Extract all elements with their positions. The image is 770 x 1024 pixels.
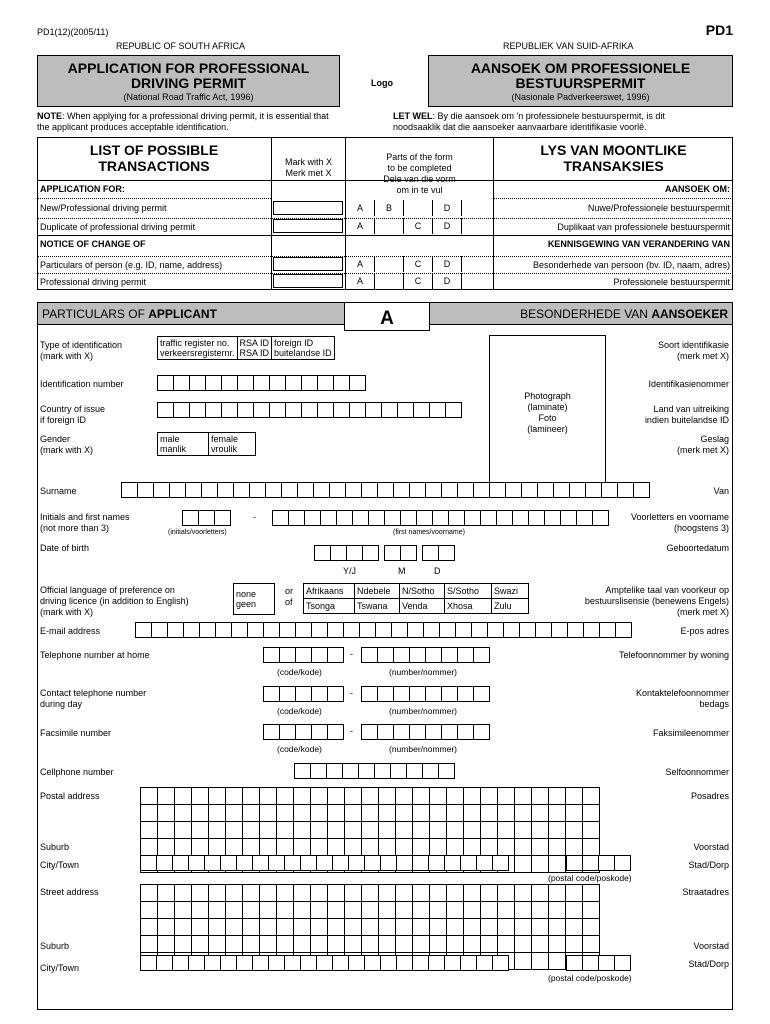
letwel-label: LET WEL (393, 111, 433, 121)
dash: - (350, 726, 353, 736)
part-blank (461, 218, 493, 234)
gender-en-2: (mark with X) (40, 445, 94, 455)
fax-code-field[interactable] (263, 724, 343, 740)
form-id: PD1 (705, 22, 733, 38)
photo-4: (lamineer) (527, 424, 568, 434)
parts-cells (345, 256, 493, 272)
dob-y: Y/J (343, 566, 357, 576)
lang-or (285, 586, 293, 608)
none-1: none (236, 589, 257, 599)
note-text-1: : When applying for a professional driving permit, it is essential that (62, 111, 329, 121)
lang-label-af (585, 585, 729, 618)
country-label-en (40, 404, 105, 426)
dash: - (350, 649, 353, 659)
cell-label-af: Selfoonnommer (665, 767, 729, 777)
note-af (393, 111, 733, 133)
id-number-field[interactable] (157, 375, 365, 391)
note-en (37, 111, 382, 133)
id-option-foreign[interactable] (272, 337, 335, 360)
lang-en-2: driving licence (in addition to English) (40, 596, 189, 606)
number-caption: (number/nommer) (389, 706, 458, 716)
lang-af-2: bestuurslisensie (benewens Engels) (584, 596, 729, 606)
male-2: manlik (160, 444, 187, 454)
transactions-title-af-1: LYS VAN MOONTLIKE (540, 142, 687, 158)
none-2: geen (236, 599, 257, 609)
street-label-en: Street address (40, 887, 99, 897)
transaction-af: Nuwe/Professionele bestuurspermit (587, 203, 730, 213)
transaction-en: New/Professional driving permit (40, 203, 167, 213)
rsa-1: RSA ID (239, 338, 270, 348)
city-label-af: Stad/Dorp (688, 959, 729, 969)
contact-af-1: Kontaktelefoonnommer (635, 688, 729, 698)
transaction-en: Professional driving permit (40, 277, 147, 287)
surname-label-en: Surname (40, 486, 77, 496)
tel-home-label-en: Telephone number at home (40, 650, 150, 660)
lang-options (303, 583, 529, 614)
part-d: D (432, 273, 461, 289)
postcode-caption: (postal code/poskode) (548, 973, 632, 983)
lang-label-en (40, 585, 189, 618)
email-label-af: E-pos adres (680, 626, 729, 636)
lang-option[interactable]: S/Sotho (445, 584, 492, 599)
fax-label-en: Facsimile number (40, 728, 112, 738)
dob-d: D (434, 566, 441, 576)
title-en-line2: DRIVING PERMIT (130, 75, 247, 91)
part-a: A (345, 256, 374, 272)
city-label-en: City/Town (40, 963, 80, 973)
lang-option[interactable]: Tswana (355, 599, 400, 614)
contact-label-en (40, 688, 146, 710)
photo-3: Foto (538, 413, 557, 423)
dotted-divider (37, 198, 271, 199)
lang-af-1: Amptelike taal van voorkeur op (605, 585, 729, 595)
transactions-title-en (37, 142, 271, 174)
part-d: D (432, 256, 461, 272)
gender-female[interactable] (209, 433, 256, 456)
app-for-en: APPLICATION FOR: (40, 184, 125, 194)
title-af-box (428, 55, 733, 107)
id-number-label-en: Identification number (40, 379, 124, 389)
part-c: C (403, 273, 432, 289)
title-en-box (37, 55, 340, 107)
section-a-title-en (38, 303, 344, 325)
parts-cells (345, 218, 493, 234)
cell-field[interactable] (294, 763, 454, 779)
parts-1: Parts of the form (386, 152, 453, 162)
title-af-line1: AANSOEK OM PROFESSIONELE (470, 60, 691, 76)
mark-checkbox[interactable] (273, 257, 343, 271)
act-en: (National Road Traffic Act, 1996) (123, 92, 254, 102)
id-option-rsa[interactable] (237, 337, 272, 360)
parts-4: om in te vul (396, 185, 443, 195)
postal-city-field[interactable] (140, 855, 508, 871)
section-a-letter: A (344, 303, 430, 331)
logo: Logo (371, 78, 393, 88)
mark-checkbox[interactable] (273, 219, 343, 233)
number-caption: (number/nommer) (389, 667, 458, 677)
gender-label-af (677, 434, 729, 456)
part-blank (461, 256, 493, 272)
mark-checkbox[interactable] (273, 274, 343, 288)
part-a: A (345, 273, 374, 289)
lang-option[interactable]: Xhosa (445, 599, 492, 614)
gender-af-2: (merk met X) (676, 445, 729, 455)
country-en: REPUBLIC OF SOUTH AFRICA (116, 41, 246, 51)
section-a-title-af-pre: BESONDERHEDE VAN (520, 307, 652, 321)
photo-box (489, 335, 606, 487)
notice-row (37, 235, 733, 252)
initials-af-2: (hoogstens 3) (673, 523, 729, 533)
form-code: PD1(12)(2005/11) (37, 27, 109, 37)
id-number-label-af: Identifikasienommer (648, 379, 729, 389)
part-b (374, 218, 403, 234)
suburb-label-af: Voorstad (693, 842, 729, 852)
lang-none[interactable] (234, 584, 275, 615)
letwel-text-1: : By die aansoek om 'n professionele bestuurspermit, is dit (432, 111, 665, 121)
dob-m: M (398, 566, 406, 576)
country-label-af (645, 404, 729, 426)
fax-number-field[interactable] (361, 724, 489, 740)
part-c (403, 200, 432, 216)
male-1: male (160, 434, 180, 444)
gender-af-1: Geslag (700, 434, 729, 444)
app-for-row (37, 180, 733, 197)
part-b: B (374, 200, 403, 216)
postcode-caption: (postal code/poskode) (548, 873, 632, 883)
app-for-af: AANSOEK OM: (665, 184, 730, 194)
country-en-1: Country of issue (40, 404, 106, 414)
transactions-title-en-1: LIST OF POSSIBLE (89, 142, 219, 158)
lang-option[interactable]: Venda (400, 599, 445, 614)
tel-home-code-field[interactable] (263, 647, 343, 663)
initials-label-en (40, 512, 130, 534)
country-en-2: if foreign ID (40, 415, 87, 425)
part-d: D (432, 218, 461, 234)
mark-with-x (272, 157, 345, 179)
notice-en: NOTICE OF CHANGE OF (40, 239, 146, 249)
part-d: D (432, 200, 461, 216)
traffic-2: verkeersregisternr. (160, 348, 235, 358)
suburb-label-af: Voorstad (693, 941, 729, 951)
suburb-label-en: Suburb (40, 842, 70, 852)
initials-label-af (631, 512, 729, 534)
mark-2: Merk met X (285, 168, 332, 178)
transactions-title-en-2: TRANSACTIONS (98, 158, 210, 174)
foreign-2: buitelandse ID (274, 348, 332, 358)
gender-options (157, 432, 256, 456)
foreign-1: foreign ID (274, 338, 314, 348)
notice-af: KENNISGEWING VAN VERANDERING VAN (547, 239, 730, 249)
city-label-af: Stad/Dorp (688, 860, 729, 870)
initials-en-2: (not more than 3) (40, 523, 110, 533)
act-af: (Nasionale Padverkeerswet, 1996) (511, 92, 650, 102)
country-field[interactable] (157, 402, 461, 418)
tel-home-label-af: Telefoonnommer by woning (618, 650, 729, 660)
parts-3: Dele van die vorm (383, 174, 456, 184)
contact-en-1: Contact telephone number (40, 688, 147, 698)
or-2: of (285, 597, 293, 607)
dotted-divider (493, 198, 733, 199)
contact-code-field[interactable] (263, 686, 343, 702)
postal-label-en: Postal address (40, 791, 100, 801)
dash: - (350, 688, 353, 698)
street-postal-code-field[interactable] (566, 955, 630, 971)
gender-male[interactable] (158, 433, 209, 456)
traffic-1: traffic register no. (160, 338, 230, 348)
code-caption: (code/kode) (277, 744, 322, 754)
email-field[interactable] (135, 622, 631, 638)
initials-caption: (initials/voorletters) (168, 529, 227, 536)
gender-en-1: Gender (40, 434, 71, 444)
initials-af-1: Voorletters en voorname (630, 512, 729, 522)
lang-option[interactable]: Zulu (492, 599, 529, 614)
cell-label-en: Cellphone number (40, 767, 114, 777)
female-2: vroulik (211, 444, 238, 454)
surname-field[interactable] (121, 482, 649, 498)
lang-none-option (233, 583, 275, 615)
lang-option[interactable]: Tsonga (304, 599, 355, 614)
number-caption: (number/nommer) (389, 744, 458, 754)
dob-label-af: Geboortedatum (666, 543, 729, 553)
transaction-af: Duplikaat van professionele bestuurspermit (557, 222, 730, 232)
female-1: female (211, 434, 239, 444)
country-af: REPUBLIEK VAN SUID-AFRIKA (503, 41, 634, 51)
part-a: A (345, 200, 374, 216)
title-en-line1: APPLICATION FOR PROFESSIONAL (67, 60, 310, 76)
section-a-title-af-bold: AANSOEKER (651, 307, 728, 321)
mark-checkbox[interactable] (273, 201, 343, 215)
street-city-field[interactable] (140, 955, 508, 971)
street-label-af: Straatadres (682, 887, 729, 897)
code-caption: (code/kode) (277, 667, 322, 677)
part-b (374, 256, 403, 272)
lang-option[interactable]: N/Sotho (400, 584, 445, 599)
fax-label-af: Faksimileenommer (652, 728, 729, 738)
contact-number-field[interactable] (361, 686, 489, 702)
postal-label-af: Posadres (690, 791, 729, 801)
country-af-1: Land van uitreiking (653, 404, 729, 414)
dob-field[interactable] (314, 545, 454, 561)
first-names-caption: (first names/voorname) (393, 529, 465, 536)
contact-en-2: during day (40, 699, 83, 709)
part-a: A (345, 218, 374, 234)
id-type-en (40, 340, 122, 362)
part-c: C (403, 218, 432, 234)
photo-2: (laminate) (527, 402, 568, 412)
id-type-en-1: Type of identification (40, 340, 123, 350)
lang-en-1: Official language of preference on (40, 585, 175, 595)
part-b (374, 273, 403, 289)
lang-option[interactable]: Ndebele (355, 584, 400, 599)
first-names-field[interactable] (272, 510, 608, 526)
dash: - (253, 512, 256, 522)
surname-label-af: Van (713, 486, 729, 496)
email-label-en: E-mail address (40, 626, 101, 636)
transaction-af: Besonderhede van persoon (bv. ID, naam, adres) (533, 260, 730, 270)
tel-home-number-field[interactable] (361, 647, 489, 663)
rsa-2: RSA ID (239, 348, 270, 358)
note-label: NOTE (37, 111, 63, 121)
lang-af-3: (merk met X) (676, 607, 729, 617)
contact-label-af (636, 688, 729, 710)
id-type-options (157, 336, 335, 360)
section-a-title-en-bold: APPLICANT (148, 307, 217, 321)
transactions-title-af-2: TRANSAKSIES (563, 158, 664, 174)
id-type-en-2: (mark with X) (40, 351, 94, 361)
code-caption: (code/kode) (277, 706, 322, 716)
transaction-en: Duplicate of professional driving permit (40, 222, 196, 232)
id-type-af (658, 340, 729, 362)
letwel-text-2: noodsaaklik dat die aansoeker aanvaarbare identifikasie voorlê. (393, 122, 647, 132)
id-type-af-2: (merk met X) (676, 351, 729, 361)
suburb-label-en: Suburb (40, 941, 70, 951)
id-option-traffic[interactable] (158, 337, 238, 360)
photo-1: Photograph (524, 391, 571, 401)
lang-option[interactable]: Swazi (492, 584, 529, 599)
lang-en-3: (mark with X) (40, 607, 94, 617)
gender-label-en (40, 434, 93, 456)
section-a-title-en-pre: PARTICULARS OF (42, 307, 149, 321)
dob-label-en: Date of birth (40, 543, 90, 553)
transactions-title-af (494, 142, 733, 174)
initials-en-1: Initials and first names (40, 512, 130, 522)
initials-field[interactable] (182, 510, 230, 526)
part-blank (461, 273, 493, 289)
contact-af-2: bedags (699, 699, 729, 709)
city-label-en: City/Town (40, 860, 80, 870)
part-c: C (403, 256, 432, 272)
transaction-en: Particulars of person (e.g. ID, name, address) (40, 260, 223, 270)
mark-1: Mark with X (284, 157, 332, 167)
transaction-af: Professionele bestuurspermit (613, 277, 730, 287)
note-text-2: the applicant produces acceptable identification. (37, 122, 229, 132)
parts-2: to be completed (387, 163, 452, 173)
lang-option[interactable]: Afrikaans (304, 584, 355, 599)
section-a-title-af (430, 303, 732, 325)
parts-cells (345, 273, 493, 289)
id-type-af-1: Soort identifikasie (657, 340, 729, 350)
country-af-2: indien buitelandse ID (644, 415, 729, 425)
title-af-line2: BESTUURSPERMIT (515, 75, 646, 91)
parts-cells (345, 200, 493, 216)
part-blank (461, 200, 493, 216)
or-1: or (285, 586, 294, 596)
postal-code-field[interactable] (566, 855, 630, 871)
